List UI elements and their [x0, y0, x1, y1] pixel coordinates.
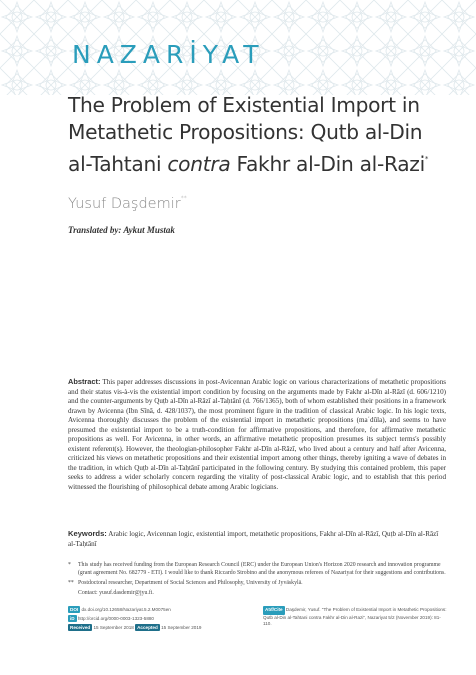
author-name	[68, 195, 187, 212]
footnote-mark: *	[68, 562, 71, 568]
footnote	[68, 589, 446, 597]
cite-text: Daşdemir, Yusuf. "The Problem of Existential Import in Metathetic Propositions: Qutb al-Din al-Tahtani contra Fakhr al-Din al-Razi", Nazariyat 5/2 (November 2019): 81-110.	[263, 607, 447, 626]
article-metadata	[68, 606, 448, 636]
footnote-text: This study has received funding from the European Research Council (ERC) under the European Union's Horizon 2020 research and innovation programme (grant agreement No. 682779 - ETI). I would like to thank Riccardo Strobino and the anonymous referees of Nazariyat for their suggestions and contributions.	[78, 562, 446, 576]
title-contra: contra	[167, 152, 231, 176]
received-date: 15 September 2018	[93, 625, 134, 630]
title-line-3b: Fakhr al-Din al-Razi	[230, 152, 425, 176]
author-name-text: Yusuf Daşdemir	[68, 196, 181, 212]
title-line-1: The Problem of Existential Import in	[68, 93, 420, 117]
doi-tag: DOI	[70, 607, 79, 612]
title-line-2a: Metathetic Propositions	[68, 120, 298, 144]
title-line-3a: al-Tahtani	[68, 152, 168, 176]
translator-line: Translated by: Aykut Mustak	[68, 225, 175, 235]
dates-row	[68, 624, 201, 631]
orcid-row	[68, 615, 154, 622]
footnote-text: Postdoctoral researcher, Department of Social Sciences and Philosophy, University of Jyväskylä.	[78, 580, 303, 586]
accepted-tag: Accepted	[137, 625, 158, 630]
abstract	[68, 377, 446, 492]
orcid-icon: iD	[70, 616, 75, 621]
doi-link[interactable]: dx.doi.org/10.12658/Nazariyat.5.2.M0075en	[81, 607, 171, 612]
article-title	[68, 92, 448, 178]
author-footnote-mark: **	[180, 195, 187, 202]
orcid-link[interactable]: http://orcid.org/0000-0003-1323-5880	[77, 616, 154, 621]
keywords-label: Keywords:	[68, 529, 107, 538]
footnote-mark	[68, 589, 78, 597]
footnote	[68, 561, 446, 577]
keywords-text: Arabic logic, Avicennan logic, existential import, metathetic propositions, Fakhr al-Dīn al-Rāzī, Quṭb al-Dīn al-Rāzī al-Taḥtānī	[68, 530, 439, 548]
abstract-text: This paper addresses discussions in post-Avicennan Arabic logic on various characterizations of metathetic propositions and their status vis-à-vis the existential import condition by focusing on the arguments made by Fakhr al-Dīn al-Rāzī (d. 606/1210) and the counter-arguments by Quṭb al-Dīn al-Rāzī al-Taḥtānī (d. 766/1365), both of whom established their positions in a framework drawn by Avicenna (Ibn Sīnā, d. 428/1037), the most prominent figure in the tradition of classical Arabic logic. In his logic texts, Avicenna thoroughly discusses the problem of the existential import in metathetic propositions (maʿdūla), and seems to have presumed the existential import to be a truth-condition for affirmative propositions, and therefore, for affirmative metathetic propositions as well. For Avicenna, in other words, an affirmative metathetic proposition presumes its subject terms's possibly existent referent(s). However, the theologian-philosopher Fakhr al-Dīn al-Rāzī, who lived about a century and half after Avicenna, criticized his views on metathetic propositions and their existential import among other things, thereby igniting a wave of debates in the tradition, in which Quṭb al-Dīn al-Taḥtānī participated in the following century. By studying this contained problem, this paper seeks to address a wider scholarly concern regarding the vitality of post-classical Arabic logic, and to establish that this period witnessed the flourishing of philosophical debate among Arabic logicians.	[68, 378, 446, 491]
footnote	[68, 579, 446, 587]
journal-logo: NAZARİYAT	[72, 40, 265, 69]
keywords	[68, 529, 446, 549]
footnote-mark: **	[68, 580, 74, 586]
cite-tag: Atıf/Cite	[263, 606, 285, 615]
cite-block	[263, 606, 448, 628]
footnotes	[68, 561, 446, 599]
footnote-text: Contact: yusuf.dasdemir@jyu.fi.	[78, 590, 154, 596]
doi-row	[68, 606, 171, 613]
received-tag: Received	[70, 625, 91, 630]
accepted-date: 15 September 2019	[161, 625, 202, 630]
title-footnote-mark: *	[424, 155, 429, 163]
title-line-2b: : Qutb al-Din	[297, 120, 423, 144]
abstract-label: Abstract:	[68, 377, 101, 386]
